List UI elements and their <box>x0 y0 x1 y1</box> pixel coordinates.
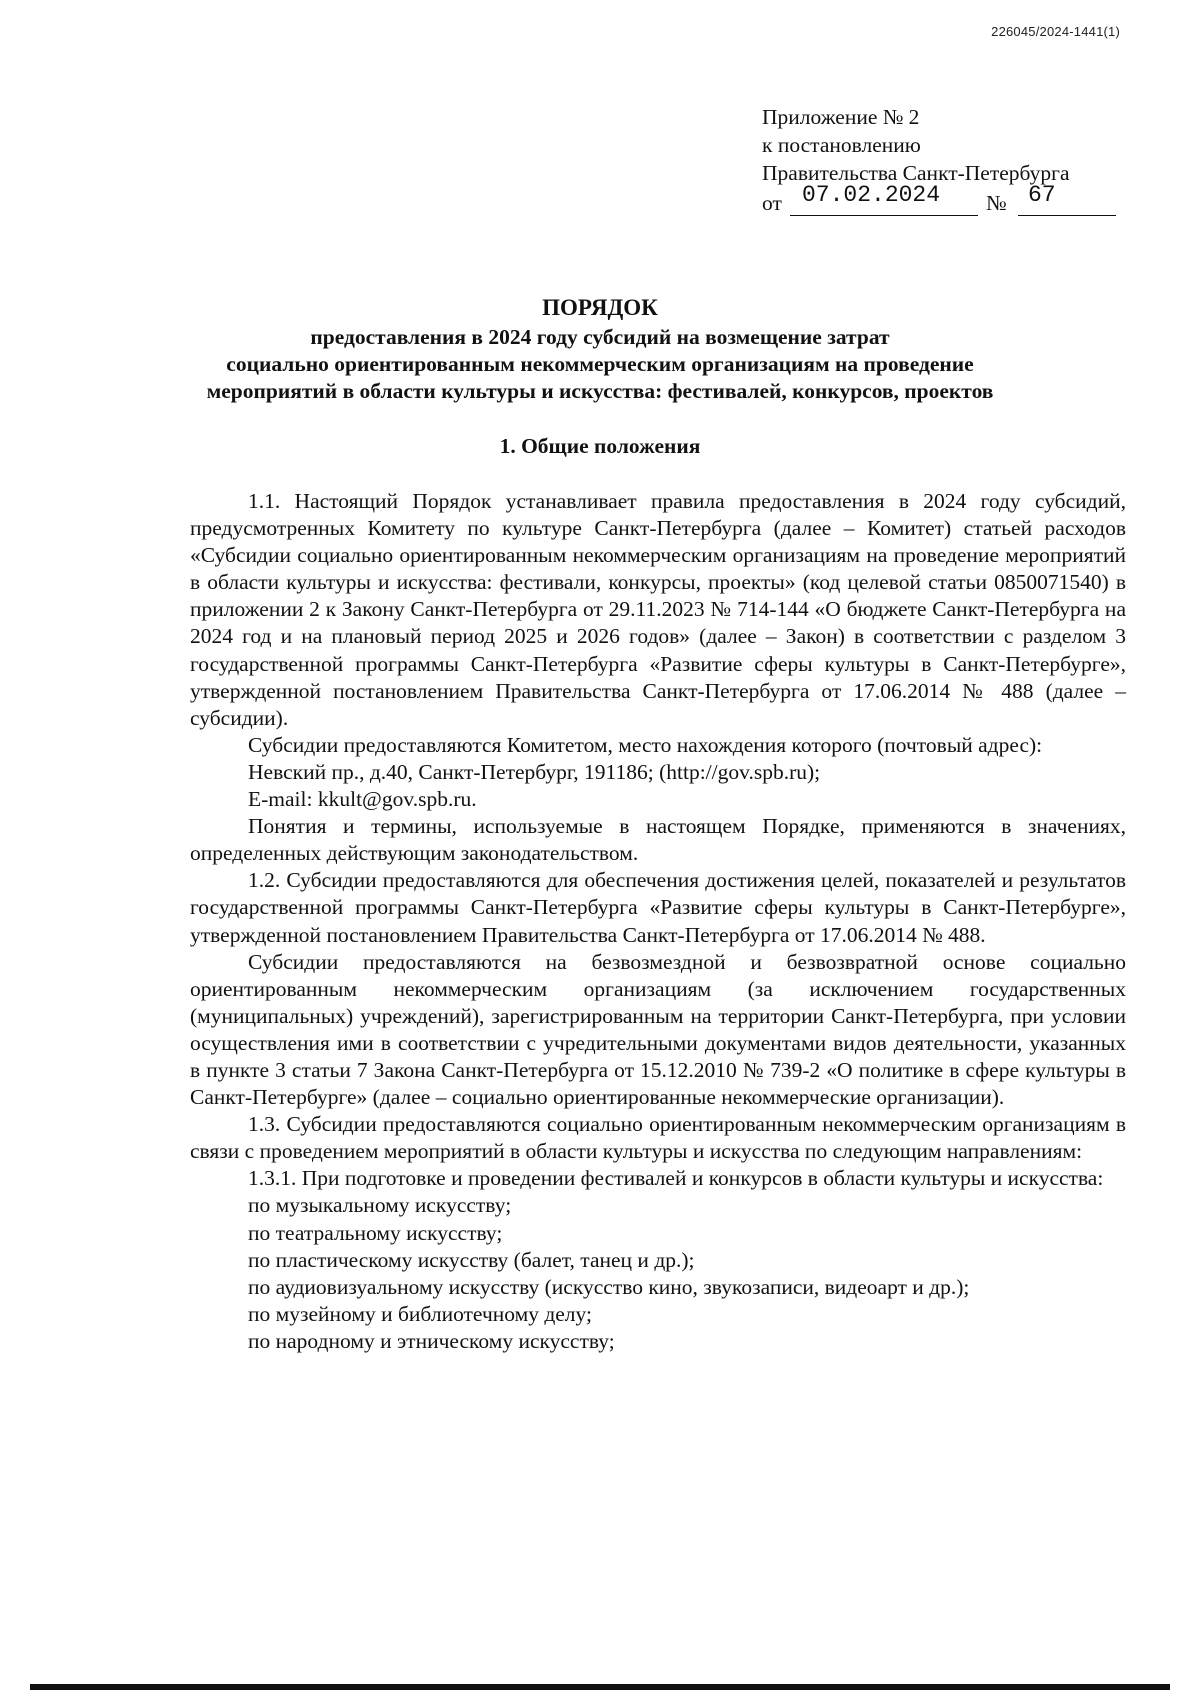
date-underline <box>790 215 978 216</box>
body-text <box>190 488 1126 1355</box>
list-item: по театральному искусству; <box>248 1220 503 1245</box>
list-item: по народному и этническому искусству; <box>248 1328 615 1353</box>
list-item: по музыкальному искусству; <box>248 1193 512 1218</box>
document-title <box>160 294 1040 405</box>
paragraph-1-3-1: 1.3.1. При подготовке и проведении фестивалей и конкурсов в области культуры и искусства: <box>248 1166 1104 1191</box>
paragraph-address: Невский пр., д.40, Санкт-Петербург, 191186; (http://gov.spb.ru); <box>248 759 821 784</box>
document-registration-number: 226045/2024-1441(1) <box>991 24 1120 39</box>
paragraph-1-2: 1.2. Субсидии предоставляются для обеспечения достижения целей, показателей и результатов государственной программы Санкт-Петербурга «Развитие сферы культуры в Санкт-Петербурге», утвержденной постановлением Правительства Санкт-Петербурга от 17.06.2014 № 488. <box>190 868 1126 947</box>
appendix-date-line <box>762 182 1070 217</box>
title-line-2: социально ориентированным некоммерческим организациям на проведение <box>226 352 974 376</box>
list-item: по музейному и библиотечному делу; <box>248 1301 592 1326</box>
list-item: по аудиовизуальному искусству (искусство кино, звукозаписи, видеоарт и др.); <box>248 1274 970 1299</box>
appendix-line-1: Приложение № 2 <box>762 105 920 129</box>
appendix-line-2: к постановлению <box>762 133 921 157</box>
paragraph-terms: Понятия и термины, используемые в настоящем Порядке, применяются в значениях, определенных действующим законодательством. <box>190 814 1126 866</box>
number-underline <box>1018 215 1116 216</box>
paragraph-email: E-mail: kkult@gov.spb.ru. <box>248 787 477 812</box>
appendix-line-3: Правительства Санкт-Петербурга <box>762 161 1070 185</box>
title-main: ПОРЯДОК <box>542 295 658 320</box>
paragraph-committee-address-intro: Субсидии предоставляются Комитетом, место нахождения которого (почтовый адрес): <box>248 732 1043 757</box>
paragraph-1-1: 1.1. Настоящий Порядок устанавливает правила предоставления в 2024 году субсидий, предусмотренных Комитету по культуре Санкт-Петербурга (далее – Комитет) статьей расходов «Субсидии социально ориентированным некоммерческим организациям на проведение мероприятий в области культуры и искусства: фестивали, конкурсы, проекты» (код целевой статьи 0850071540) в приложении 2 к Закону Санкт-Петербурга от 29.11.2023 № 714-144 «О бюджете Санкт-Петербурга на 2024 год и на плановый период 2025 и 2026 годов» (далее – Закон) в соответствии с разделом 3 государственной программы Санкт-Петербурга «Развитие сферы культуры в Санкт-Петербурге», утвержденной постановлением Правительства Санкт-Петербурга от 17.06.2014 № 488 (далее – субсидии). <box>190 489 1126 730</box>
title-line-3: мероприятий в области культуры и искусства: фестивалей, конкурсов, проектов <box>206 379 994 403</box>
paragraph-1-3: 1.3. Субсидии предоставляются социально ориентированным некоммерческим организациям в связи с проведением мероприятий в области культуры и искусства по следующим направлениям: <box>190 1112 1126 1164</box>
list-item: по пластическому искусству (балет, танец и др.); <box>248 1247 695 1272</box>
title-line-1: предоставления в 2024 году субсидий на возмещение затрат <box>310 325 890 349</box>
paragraph-subsidy-basis: Субсидии предоставляются на безвозмездной и безвозвратной основе социально ориентированным некоммерческим организациям (за исключением государственных (муниципальных) учреждений), зарегистрированным на территории Санкт-Петербурга, при условии осуществления ими в соответствии с учредительными документами видов деятельности, указанных в пункте 3 статьи 7 Закона Санкт-Петербурга от 15.12.2010 № 739-2 «О политике в сфере культуры в Санкт-Петербурге» (далее – социально ориентированные некоммерческие организации). <box>190 949 1126 1110</box>
appendix-block <box>762 103 1070 217</box>
section-heading: 1. Общие положения <box>499 434 701 458</box>
number-prefix: № <box>986 191 1007 215</box>
resolution-date: 07.02.2024 <box>802 182 941 208</box>
date-prefix: от <box>762 191 782 215</box>
resolution-number: 67 <box>1028 182 1056 208</box>
scan-bottom-edge <box>30 1684 1170 1690</box>
